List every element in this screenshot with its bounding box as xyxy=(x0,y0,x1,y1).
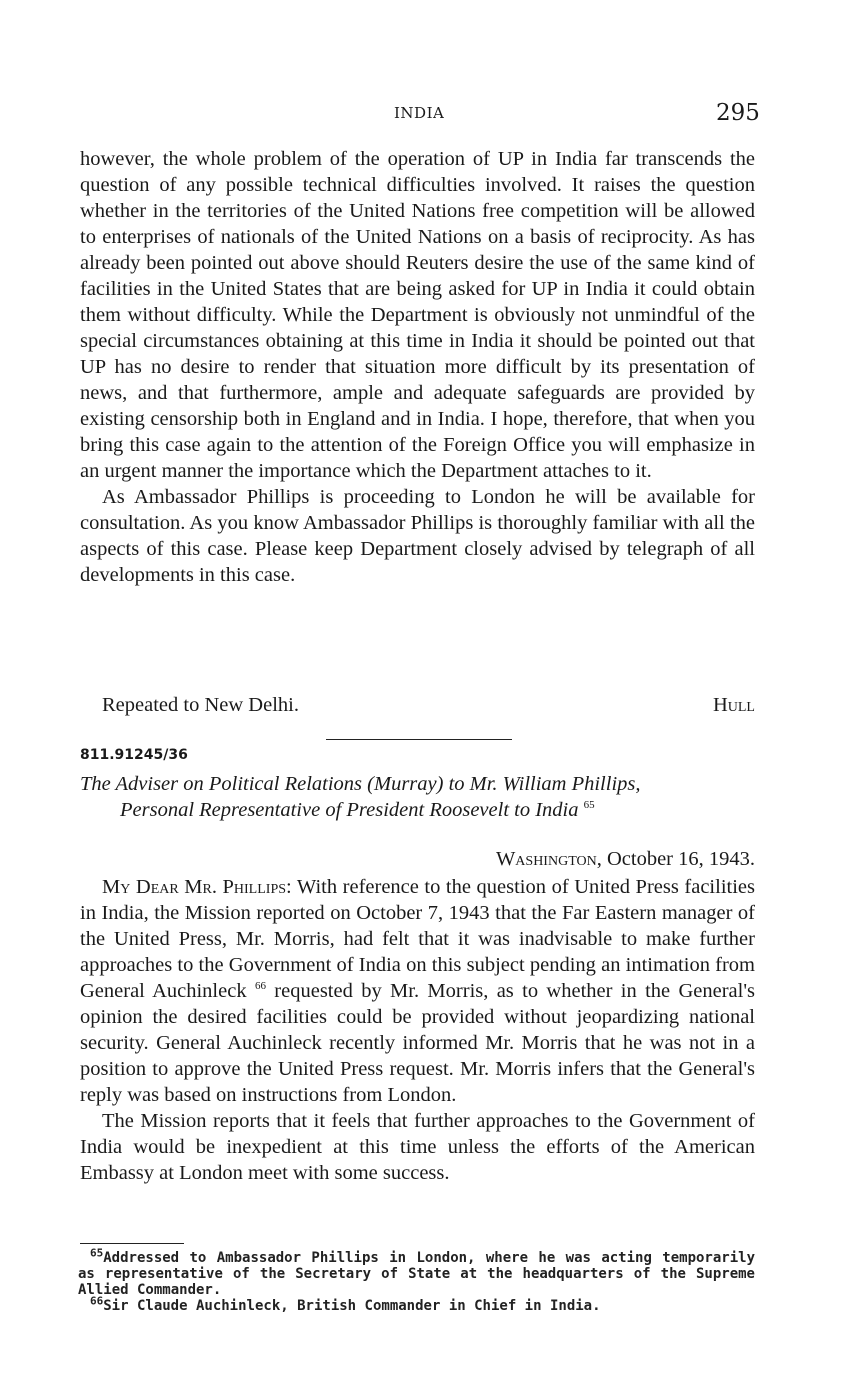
document-heading xyxy=(80,771,755,823)
dateline-date: , October 16, 1943. xyxy=(596,848,755,870)
letter2-paragraph-1-part-2: requested by Mr. Morris, as to whether in the General's opinion the desired facilities could be provided without jeopardizing national security. General Auchinleck recently informed Mr. Morris that he was not in a position to approve the United Press request. Mr. Morris infers that the General's reply was based on instructions from London. xyxy=(80,980,756,1106)
footnotes xyxy=(78,1246,755,1314)
letter2-paragraph-2: The Mission reports that it feels that further approaches to the Government of India would be inexpedient at this time unless the efforts of the American Embassy at London meet with some success. xyxy=(80,1110,755,1184)
page-number: 295 xyxy=(716,100,760,126)
repeated-line: Repeated to New Delhi. xyxy=(102,694,299,716)
letter2-paragraph-1-part-1: : With reference to the question of United Press facilities in India, the Mission reported on October 7, 1943 that the Far Eastern manager of the United Press, Mr. Morris, had felt that it was inadvisable to make further approaches to the Government of India on this subject pending an intimation from General Auchinleck xyxy=(80,876,755,1002)
running-header-section: INDIA xyxy=(394,104,445,122)
letter2-paragraph-1 xyxy=(80,874,755,1108)
heading-line-2-text: Personal Representative of President Roosevelt to India xyxy=(120,799,579,821)
letter1-paragraph-2: As Ambassador Phillips is proceeding to London he will be available for consultation. As you know Ambassador Phillips is thoroughly familiar with all the aspects of this case. Please keep Department closely advised by telegraph of all developments in this case. xyxy=(80,486,755,586)
footnote-ref-66: 66 xyxy=(254,980,266,993)
footnote-65-number: 65 xyxy=(90,1246,104,1260)
footnote-66-number: 66 xyxy=(90,1294,104,1308)
footnote-66-text: Sir Claude Auchinleck, British Commander in Chief in India. xyxy=(103,1298,601,1314)
dateline-place: Washington xyxy=(495,848,597,870)
section-divider xyxy=(326,739,512,740)
footnote-65-text: Addressed to Ambassador Phillips in London, where he was acting temporarily as representative of the Secretary of State at the headquarters of the Supreme Allied Commander. xyxy=(78,1250,755,1298)
file-number: 811.91245/36 xyxy=(80,747,188,763)
footnote-divider xyxy=(80,1243,184,1244)
letter1-closing xyxy=(80,692,755,718)
dateline xyxy=(496,846,755,872)
heading-line-1: The Adviser on Political Relations (Murray) to Mr. William Phillips, xyxy=(80,773,641,795)
footnote-66 xyxy=(78,1294,755,1314)
footnote-ref-65: 65 xyxy=(583,799,595,812)
letter1-body xyxy=(80,146,755,588)
letter1-paragraph-1: however, the whole problem of the operation of UP in India far transcends the question of any possible technical difficulties involved. It raises the question whether in the territories of the United Nations free competition will be allowed to enterprises of nationals of the United Nations on a basis of reciprocity. As has already been pointed out above should Reuters desire the use of the same kind of facilities in the United States that are being asked for UP in India it could obtain them without difficulty. While the Department is obviously not unmindful of the special circumstances obtaining at this time in India it should be pointed out that UP has no desire to render that situation more difficult by its presentation of news, and that furthermore, ample and adequate safeguards are provided by existing censorship both in England and in India. I hope, therefore, that when you bring this case again to the attention of the Foreign Office you will emphasize in an urgent manner the importance which the Department attaches to it. xyxy=(80,148,755,482)
salutation: My Dear Mr. Phillips xyxy=(102,876,287,898)
signature: Hull xyxy=(712,694,755,716)
footnote-65 xyxy=(78,1246,755,1298)
heading-line-2 xyxy=(80,797,755,823)
letter2-body xyxy=(80,874,755,1186)
